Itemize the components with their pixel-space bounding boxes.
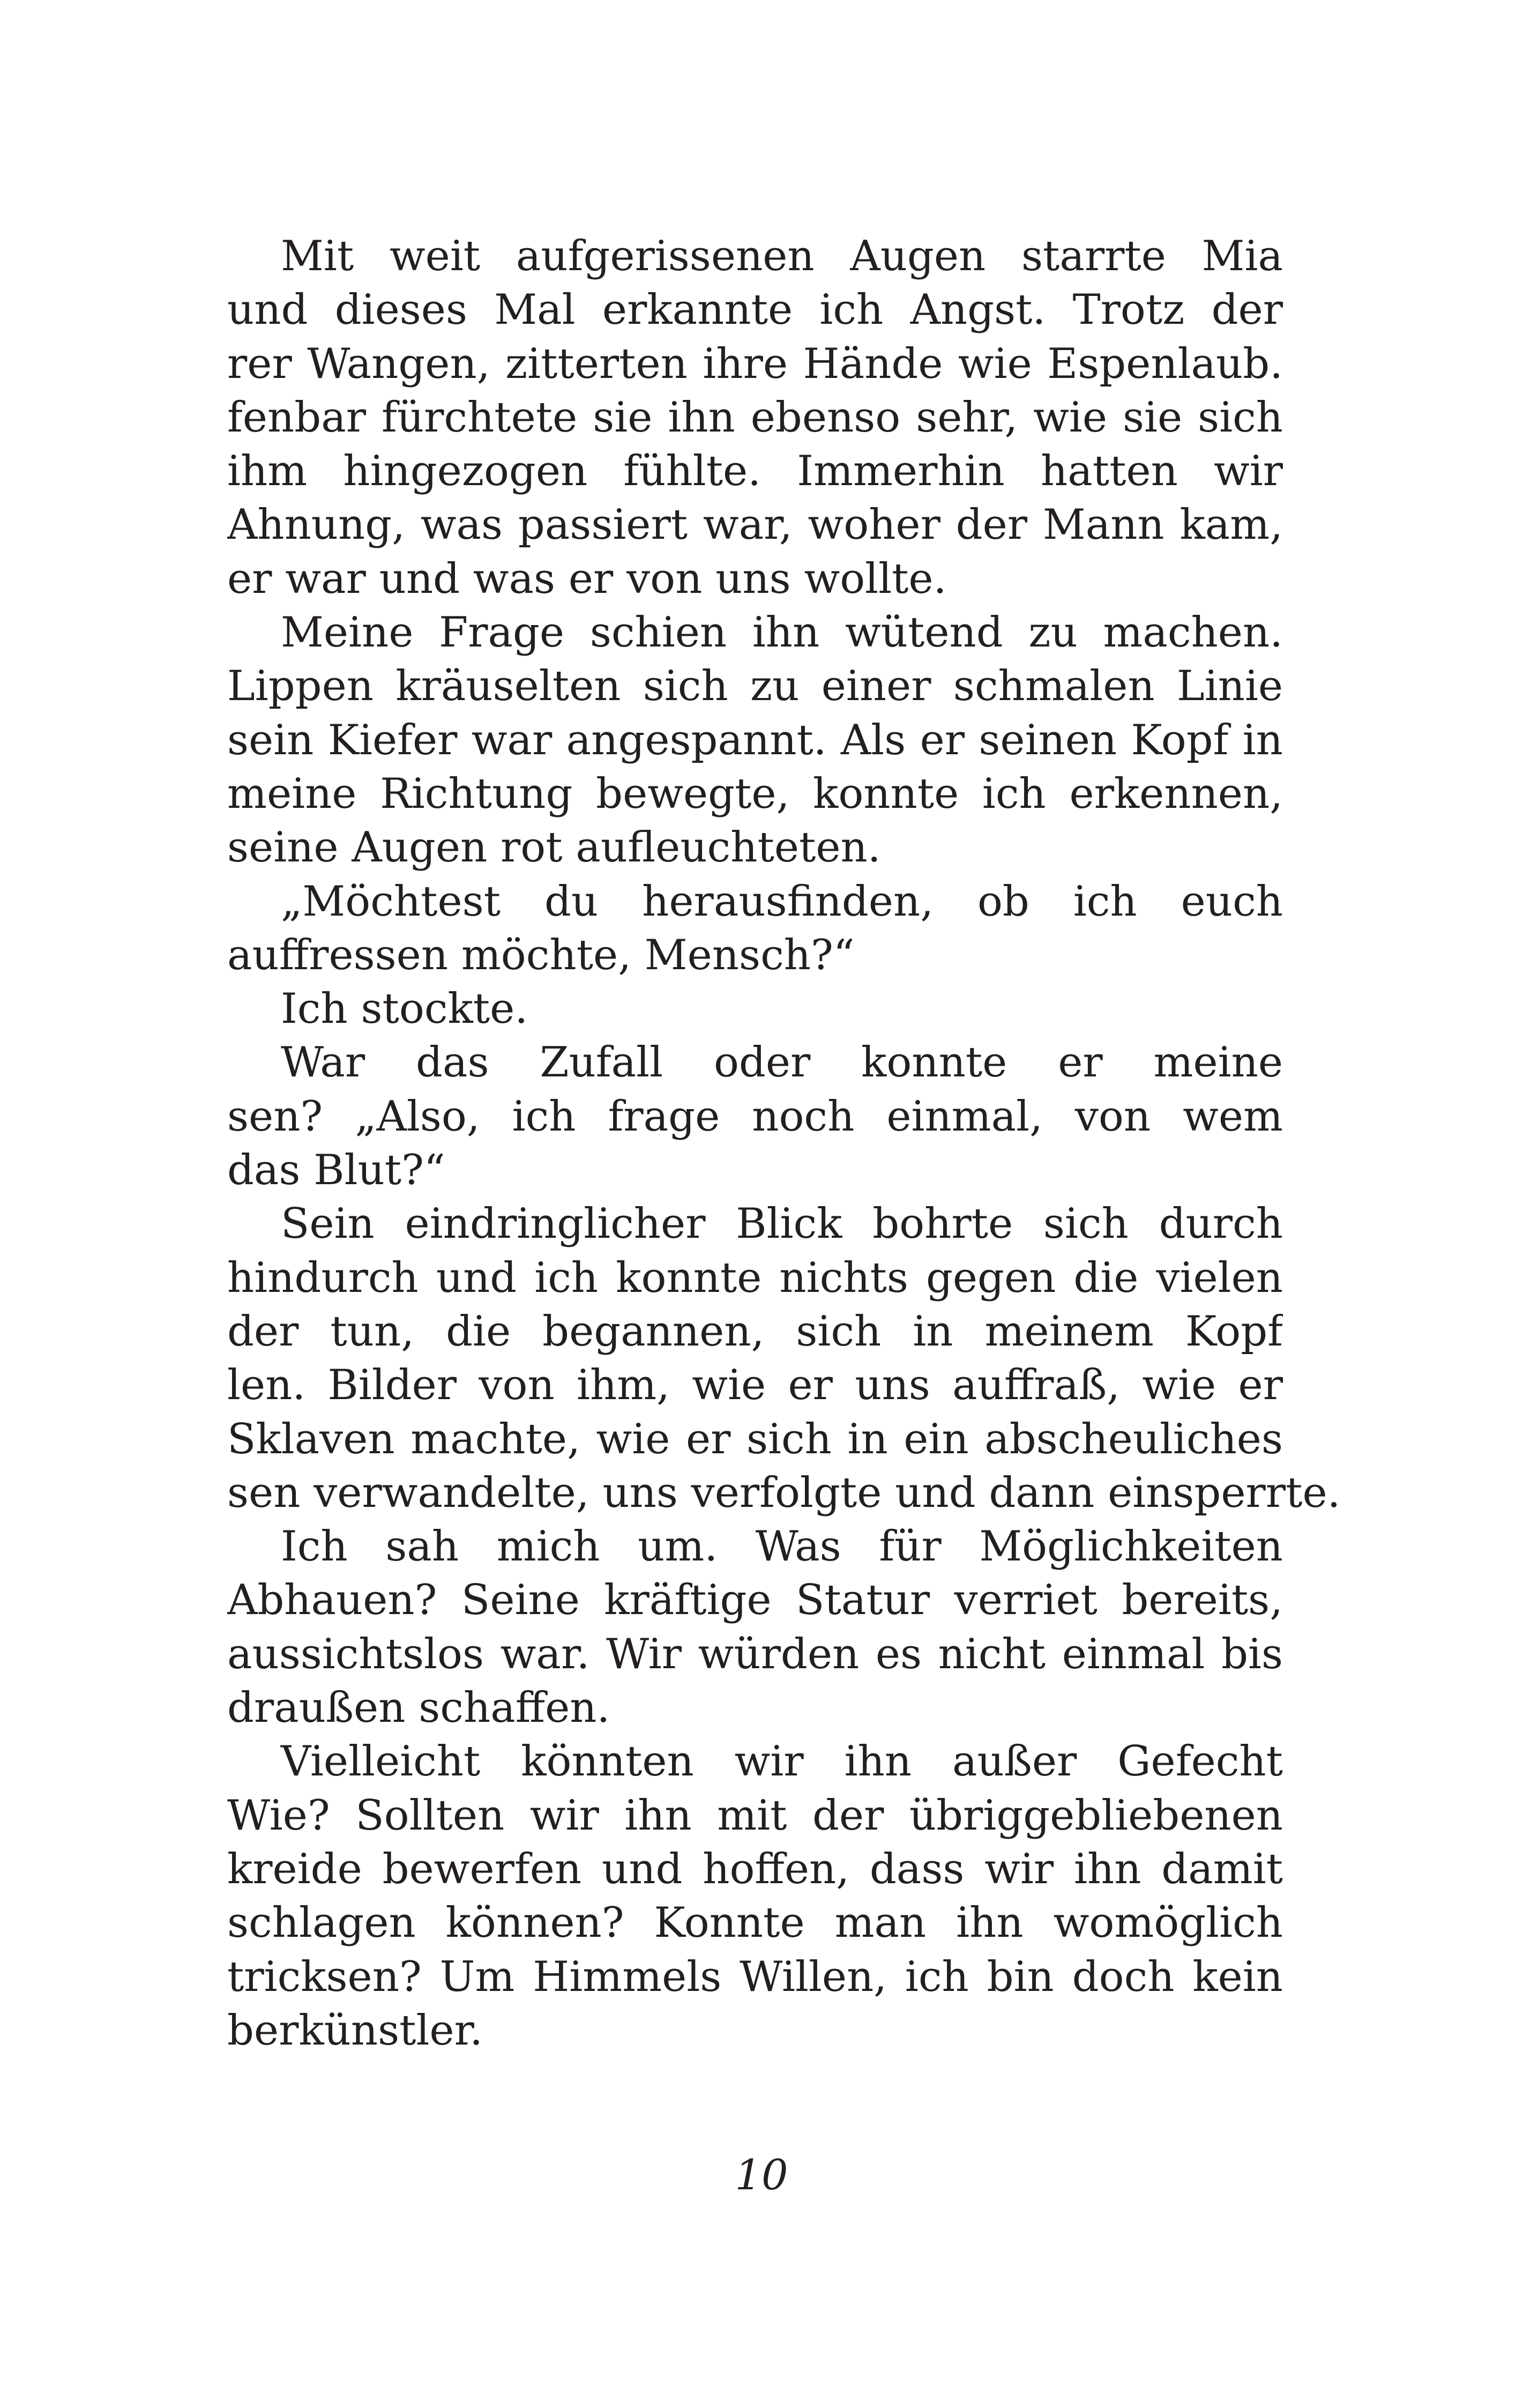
text-line: „Möchtest du herausfinden, ob ich euch — [281, 877, 1283, 926]
paragraph — [227, 1036, 1283, 1197]
text-line: Ahnung, was passiert war, woher der Mann kam, — [227, 501, 1283, 549]
text-line: und dieses Mal erkannte ich Angst. Trotz der — [227, 286, 1283, 335]
text-line: schlagen können? Konnte man ihn womöglich — [227, 1899, 1283, 1948]
text-line: draußen schaffen. — [227, 1684, 610, 1733]
text-line: War das Zufall oder konnte er meine — [281, 1038, 1283, 1087]
text-line: Sklaven machte, wie er sich in ein abscheuliches — [227, 1415, 1283, 1463]
paragraph — [227, 606, 1283, 874]
text-line: Abhauen? Seine kräftige Statur verriet bereits, — [227, 1576, 1283, 1625]
text-line: Mit weit aufgerissenen Augen starrte Mia — [281, 232, 1283, 280]
text-line: der tun, die begannen, sich in meinem Kopf — [227, 1307, 1283, 1356]
text-line: seine Augen rot aufleuchteten. — [227, 823, 881, 872]
text-line: sen verwandelte, uns verfolgte und dann einsperrte. — [227, 1468, 1341, 1517]
text-line: Sein eindringlicher Blick bohrte sich durch — [281, 1200, 1283, 1248]
text-line: meine Richtung bewegte, konnte ich erkennen, — [227, 769, 1283, 818]
text-line: berkünstler. — [227, 2006, 483, 2055]
text-line: das Blut?“ — [227, 1146, 445, 1195]
paragraph — [227, 1520, 1283, 1735]
text-line: sein Kiefer war angespannt. Als er seinen Kopf in — [227, 716, 1283, 764]
text-line: len. Bilder von ihm, wie er uns auffraß, wie er — [227, 1361, 1283, 1410]
paragraph — [227, 1197, 1341, 1520]
text-line: kreide bewerfen und hoffen, dass wir ihn damit — [227, 1845, 1283, 1893]
text-line: Wie? Sollten wir ihn mit der übriggebliebenen — [227, 1791, 1283, 1840]
text-line: Meine Frage schien ihn wütend zu machen. — [281, 608, 1283, 657]
text-line: Vielleicht könnten wir ihn außer Gefecht — [281, 1737, 1283, 1786]
text-line: hindurch und ich konnte nichts gegen die vielen — [227, 1253, 1283, 1302]
text-line: Ich sah mich um. Was für Möglichkeiten — [281, 1522, 1283, 1571]
paragraph — [227, 229, 1283, 606]
text-line: rer Wangen, zitterten ihre Hände wie Espenlaub. — [227, 339, 1283, 388]
text-line: sen? „Also, ich frage noch einmal, von wem — [227, 1092, 1283, 1141]
text-line: ihm hingezogen fühlte. Immerhin hatten wir — [227, 447, 1283, 496]
page-number: 10 — [735, 2151, 788, 2199]
text-line: er war und was er von uns wollte. — [227, 554, 947, 603]
text-line: fenbar fürchtete sie ihn ebenso sehr, wie sie sich — [227, 393, 1283, 442]
paragraph — [227, 982, 1283, 1036]
body-text — [227, 229, 1341, 2057]
text-line: auffressen möchte, Mensch?“ — [227, 931, 855, 979]
text-line: aussichtslos war. Wir würden es nicht einmal bis — [227, 1630, 1283, 1678]
text-line: Lippen kräuselten sich zu einer schmalen Linie — [227, 662, 1283, 711]
text-line: tricksen? Um Himmels Willen, ich bin doch kein — [227, 1952, 1283, 2001]
paragraph — [227, 875, 1283, 983]
text-line: Ich stockte. — [281, 985, 528, 1034]
paragraph — [227, 1735, 1283, 2057]
